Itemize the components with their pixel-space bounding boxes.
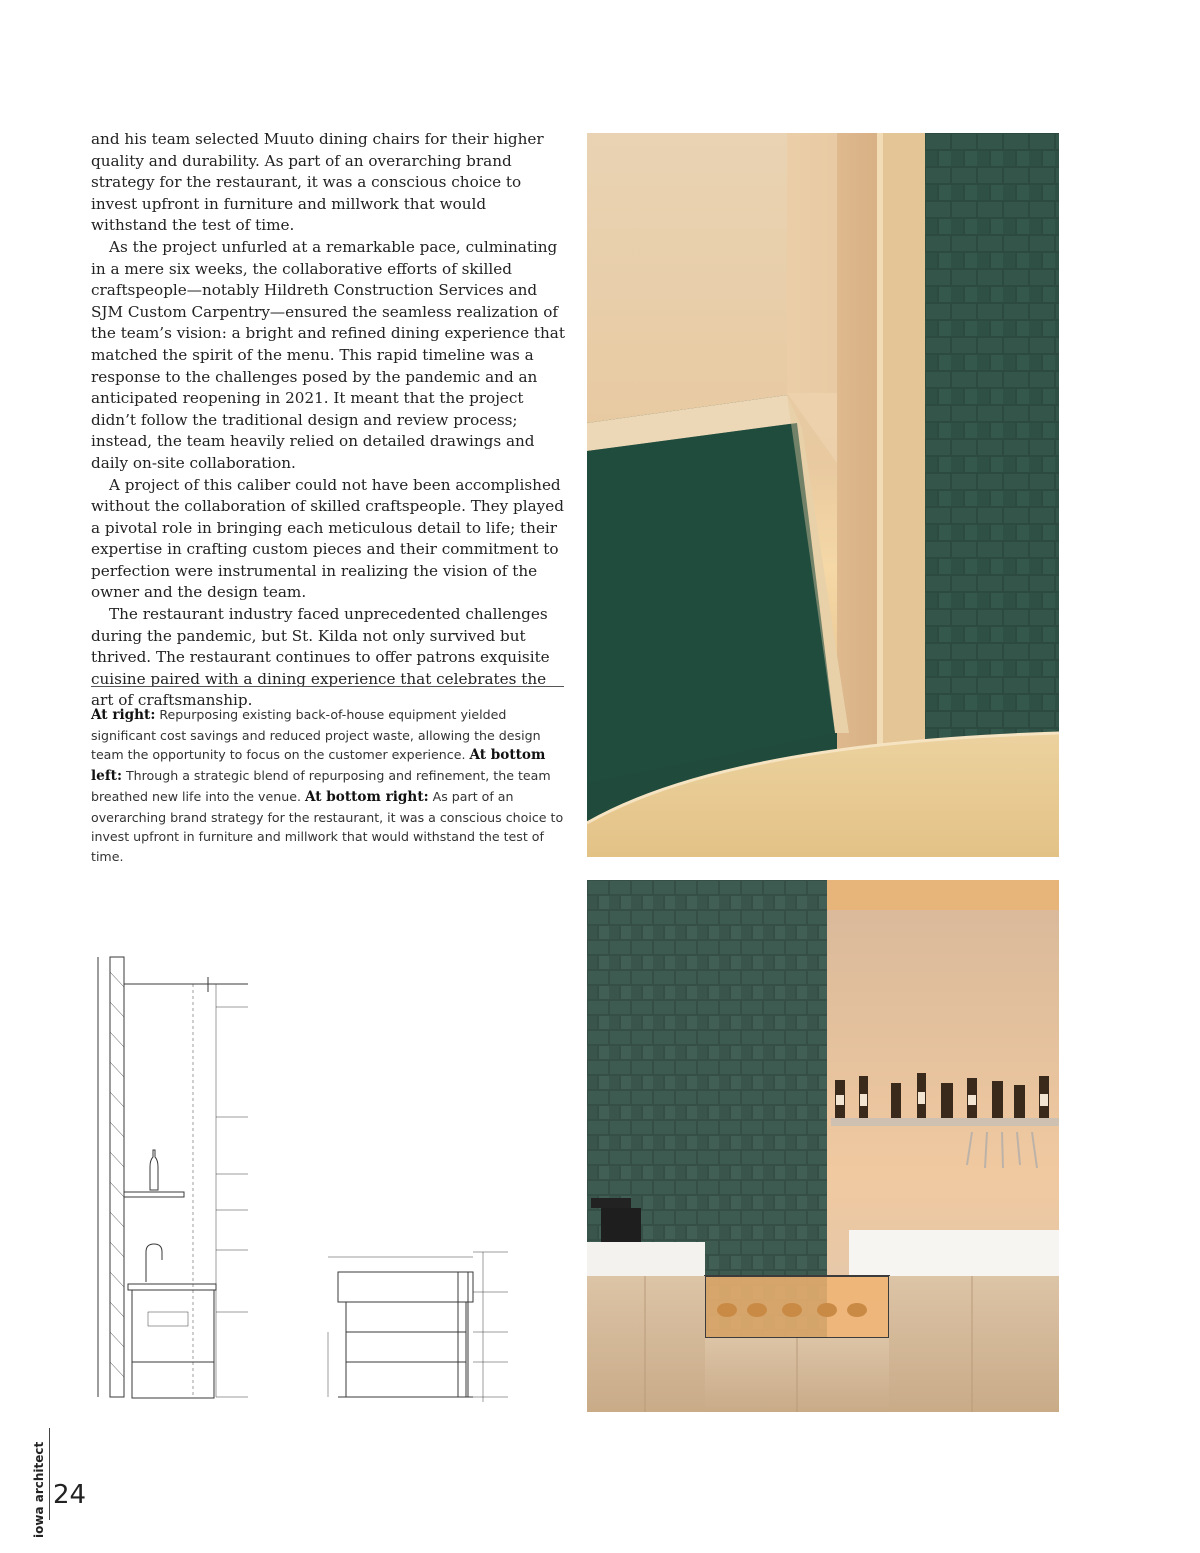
magazine-name-text: iowa architect (32, 1441, 46, 1538)
bar-counter-photo (587, 880, 1059, 1412)
booth-photo (587, 133, 1059, 857)
magazine-name (32, 1428, 48, 1538)
caption-label-bottom-left: At bottom left: (91, 747, 546, 785)
article-paragraph: and his team selected Muuto dining chairs for their higher quality and durability. As part of an overarching brand strategy for the restaurant, it was a conscious choice to invest upfront in furniture and millwork that would withstand the test of time. (91, 130, 544, 235)
article-body (91, 129, 566, 712)
caption-text-bottom-left: Through a strategic blend of repurposing and refinement, the team breathed new life into the venue. (91, 768, 551, 804)
caption-label-bottom-right: At bottom right: (304, 788, 429, 805)
photo-caption (91, 705, 565, 867)
caption-divider (91, 686, 564, 687)
article-paragraph: The restaurant industry faced unprecedented challenges during the pandemic, but St. Kilda not only survived but thrived. The restaurant continues to offer patrons exquisite cuisine paired with a dining experience that celebrates the art of craftsmanship. (91, 605, 550, 710)
article-paragraph: A project of this caliber could not have been accomplished without the collaboration of skilled craftspeople. They played a pivotal role in bringing each meticulous detail to life; their expertise in crafting custom pieces and their commitment to perfection were instrumental in realizing the vision of the owner and the design team. (91, 475, 564, 602)
footer-divider (49, 1428, 50, 1520)
article-paragraph: As the project unfurled at a remarkable pace, culminating in a mere six weeks, the collaborative efforts of skilled craftspeople—notably Hildreth Construction Services and SJM Custom Carpentry—ensured the seamless realization of the team’s vision: a bright and refined dining experience that matched the spirit of the menu. This rapid timeline was a response to the challenges posed by the pandemic and an anticipated reopening in 2021. It meant that the project didn’t follow the traditional design and review process; instead, the team heavily relied on detailed drawings and daily on-site collaboration. (91, 237, 565, 472)
section-drawing-illustration (88, 892, 568, 1422)
caption-label-right: At right: (91, 707, 156, 723)
booth-photo-illustration (587, 133, 1059, 857)
bar-counter-illustration (587, 880, 1059, 1412)
page-number: 24 (53, 1480, 87, 1510)
millwork-section-drawing (88, 892, 568, 1422)
caption-text-bottom-right: As part of an overarching brand strategy for the restaurant, it was a conscious choice to invest upfront in furniture and millwork that would withstand the test of time. (91, 788, 564, 864)
caption-text-right: Repurposing existing back-of-house equipment yielded significant cost savings and reduced project waste, allowing the design team the opportunity to focus on the customer experience. (91, 707, 541, 763)
